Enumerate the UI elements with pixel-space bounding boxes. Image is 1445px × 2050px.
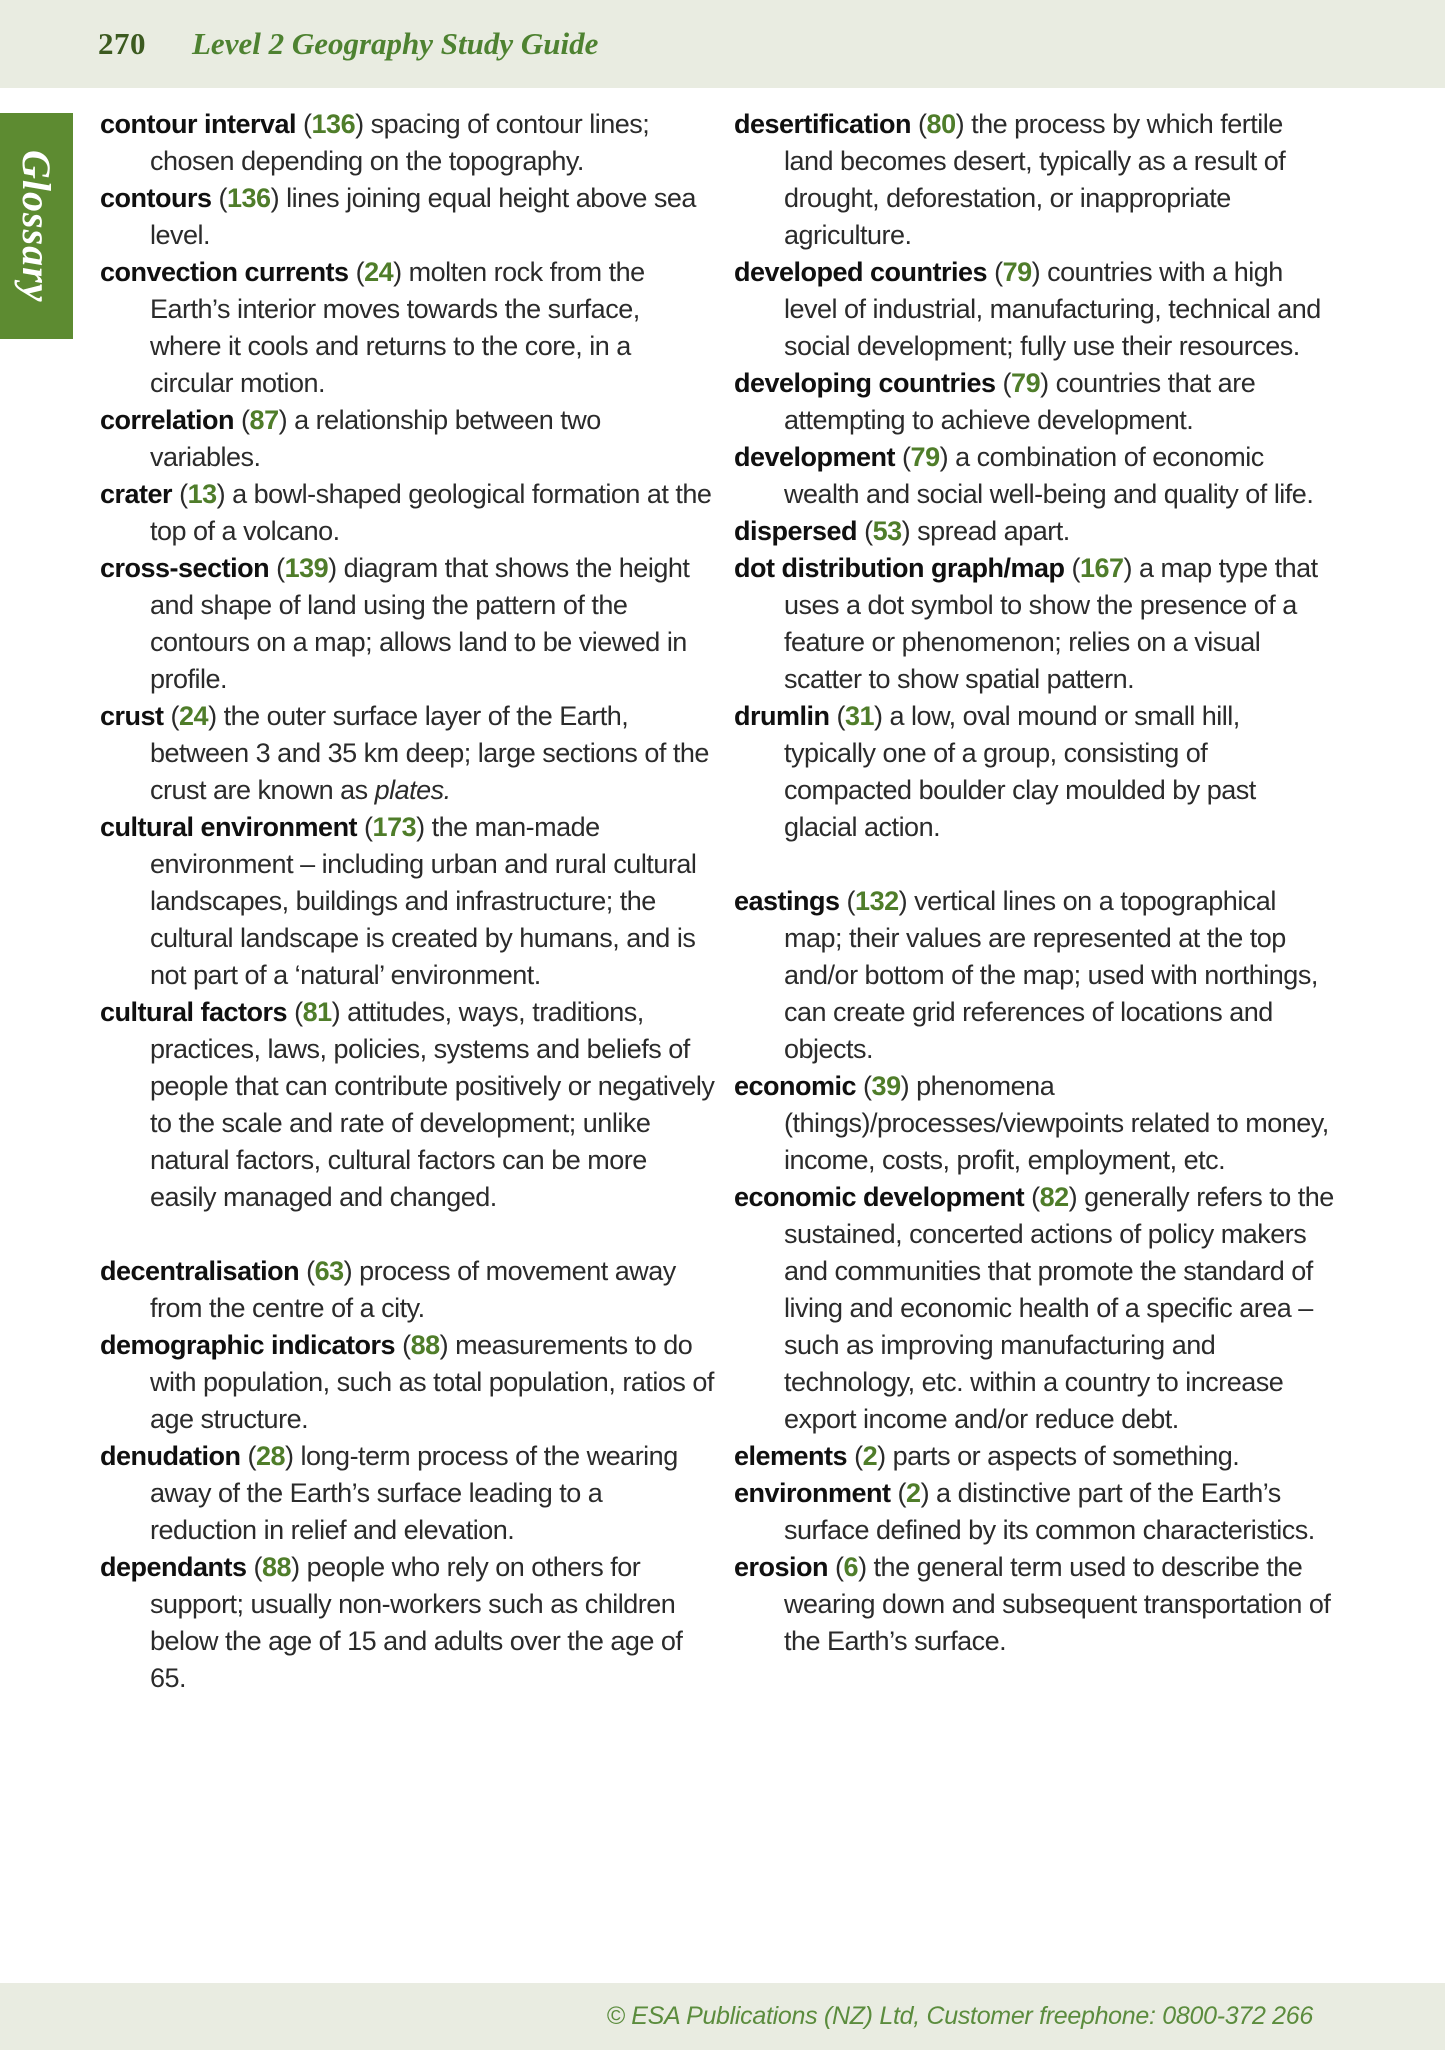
glossary-term: denudation <box>100 1441 241 1471</box>
glossary-entry: contour interval (136) spacing of contour lines; chosen depending on the topography. <box>100 109 650 176</box>
glossary-entry: development (79) a combination of economic wealth and social well-being and quality of life. <box>734 442 1314 509</box>
glossary-entry: decentralisation (63) process of movement away from the centre of a city. <box>100 1256 676 1323</box>
glossary-term: developed countries <box>734 257 988 287</box>
page-reference: 53 <box>872 516 902 546</box>
page-reference: 88 <box>262 1552 292 1582</box>
page-reference: 24 <box>179 701 209 731</box>
glossary-term: desertification <box>734 109 912 139</box>
glossary-entry: drumlin (31) a low, oval mound or small hill, typically one of a group, consisting of compacted boulder clay moulded by past glacial action. <box>734 701 1256 842</box>
glossary-entry: demographic indicators (88) measurements to do with population, such as total population, ratios of age structure. <box>100 1330 714 1434</box>
page-reference: 132 <box>855 886 899 916</box>
glossary-term: eastings <box>734 886 840 916</box>
glossary-term: dispersed <box>734 516 858 546</box>
glossary-term: correlation <box>100 405 235 435</box>
glossary-term: cultural factors <box>100 997 288 1027</box>
page-footer <box>0 1983 1445 2050</box>
page-reference: 139 <box>284 553 329 583</box>
page-reference: 173 <box>372 812 417 842</box>
glossary-entry: dot distribution graph/map (167) a map type that uses a dot symbol to show the presence of a feature or phenomenon; relies on a visual scatter to show spatial pattern. <box>734 553 1318 694</box>
glossary-term: dependants <box>100 1552 247 1582</box>
glossary-entry: environment (2) a distinctive part of the Earth’s surface defined by its common characteristics. <box>734 1478 1315 1545</box>
page-number: 270 <box>98 26 146 61</box>
page-reference: 167 <box>1079 553 1124 583</box>
glossary-entry: economic development (82) generally refers to the sustained, concerted actions of policy makers and communities that promote the standard of living and economic health of a specific area – such as improving manufacturing and technology, etc. within a country to increase export income and/or reduce debt. <box>734 1182 1334 1434</box>
page-reference: 82 <box>1039 1182 1069 1212</box>
glossary-term: economic development <box>734 1182 1025 1212</box>
glossary-term: drumlin <box>734 701 830 731</box>
glossary-term: elements <box>734 1441 848 1471</box>
page-reference: 79 <box>1002 257 1032 287</box>
glossary-term: economic <box>734 1071 857 1101</box>
glossary-entry: denudation (28) long-term process of the wearing away of the Earth’s surface leading to a reduction in relief and elevation. <box>100 1441 678 1545</box>
glossary-entry: crust (24) the outer surface layer of the Earth, between 3 and 35 km deep; large sections of the crust are known as plates. <box>100 701 709 805</box>
glossary-columns <box>0 88 1445 1697</box>
page-reference: 79 <box>1011 368 1041 398</box>
italic-text: plates. <box>374 775 451 805</box>
glossary-entry: desertification (80) the process by which fertile land becomes desert, typically as a result of drought, deforestation, or inappropriate agriculture. <box>734 109 1286 250</box>
glossary-term: crust <box>100 701 164 731</box>
page-reference: 39 <box>871 1071 901 1101</box>
glossary-term: developing countries <box>734 368 996 398</box>
book-title: Level 2 Geography Study Guide <box>192 26 599 61</box>
page-reference: 6 <box>843 1552 859 1582</box>
glossary-term: environment <box>734 1478 891 1508</box>
page-header <box>0 0 1445 88</box>
glossary-tab-label: Glossary <box>14 149 59 303</box>
page-reference: 63 <box>314 1256 344 1286</box>
glossary-entry: crater (13) a bowl-shaped geological formation at the top of a volcano. <box>100 479 712 546</box>
glossary-entry: dependants (88) people who rely on others for support; usually non-workers such as children below the age of 15 and adults over the age of 65. <box>100 1552 683 1693</box>
page-reference: 87 <box>249 405 279 435</box>
glossary-column-right <box>734 106 1334 1697</box>
page-reference: 88 <box>410 1330 440 1360</box>
footer-text: © ESA Publications (NZ) Ltd, Customer freephone: 0800-372 266 <box>606 2002 1313 2030</box>
glossary-term: demographic indicators <box>100 1330 396 1360</box>
page-reference: 31 <box>845 701 875 731</box>
glossary-entry: convection currents (24) molten rock from the Earth’s interior moves towards the surface, where it cools and returns to the core, in a circular motion. <box>100 257 645 398</box>
page-reference: 2 <box>862 1441 878 1471</box>
glossary-entry: eastings (132) vertical lines on a topographical map; their values are represented at the top and/or bottom of the map; used with northings, can create grid references of locations and objects. <box>734 886 1318 1064</box>
glossary-term: crater <box>100 479 173 509</box>
glossary-entry: cultural environment (173) the man-made environment – including urban and rural cultural landscapes, buildings and infrastructure; the cultural landscape is created by humans, and is not part of a ‘natural’ environment. <box>100 812 697 990</box>
glossary-term: dot distribution graph/map <box>734 553 1065 583</box>
page-reference: 13 <box>187 479 217 509</box>
glossary-term: decentralisation <box>100 1256 300 1286</box>
glossary-entry: dispersed (53) spread apart. <box>734 516 1070 546</box>
glossary-term: development <box>734 442 896 472</box>
page-reference: 81 <box>302 997 332 1027</box>
glossary-term: cultural environment <box>100 812 358 842</box>
glossary-entry: elements (2) parts or aspects of something. <box>734 1441 1240 1471</box>
glossary-column-left <box>100 106 715 1697</box>
page-reference: 79 <box>910 442 940 472</box>
page-reference: 136 <box>227 183 271 213</box>
page-reference: 2 <box>906 1478 921 1508</box>
glossary-entry: economic (39) phenomena (things)/processes/viewpoints related to money, income, costs, profit, employment, etc. <box>734 1071 1329 1175</box>
glossary-entry: developed countries (79) countries with a high level of industrial, manufacturing, technical and social development; fully use their resources. <box>734 257 1321 361</box>
glossary-term: contour interval <box>100 109 297 139</box>
glossary-term: convection currents <box>100 257 349 287</box>
page-reference: 28 <box>255 1441 286 1471</box>
page-reference: 80 <box>926 109 956 139</box>
glossary-term: contours <box>100 183 212 213</box>
glossary-entry: contours (136) lines joining equal height above sea level. <box>100 183 696 250</box>
glossary-term: cross-section <box>100 553 270 583</box>
glossary-term: erosion <box>734 1552 829 1582</box>
page-reference: 24 <box>364 257 394 287</box>
glossary-entry: developing countries (79) countries that are attempting to achieve development. <box>734 368 1256 435</box>
page-reference: 136 <box>311 109 356 139</box>
glossary-entry: cultural factors (81) attitudes, ways, traditions, practices, laws, policies, systems and beliefs of people that can contribute positively or negatively to the scale and rate of development; unlike natural factors, cultural factors can be more easily managed and changed. <box>100 997 715 1212</box>
glossary-entry: erosion (6) the general term used to describe the wearing down and subsequent transportation of the Earth’s surface. <box>734 1552 1331 1656</box>
glossary-entry: cross-section (139) diagram that shows the height and shape of land using the pattern of the contours on a map; allows land to be viewed in profile. <box>100 553 690 694</box>
glossary-entry: correlation (87) a relationship between two variables. <box>100 405 601 472</box>
